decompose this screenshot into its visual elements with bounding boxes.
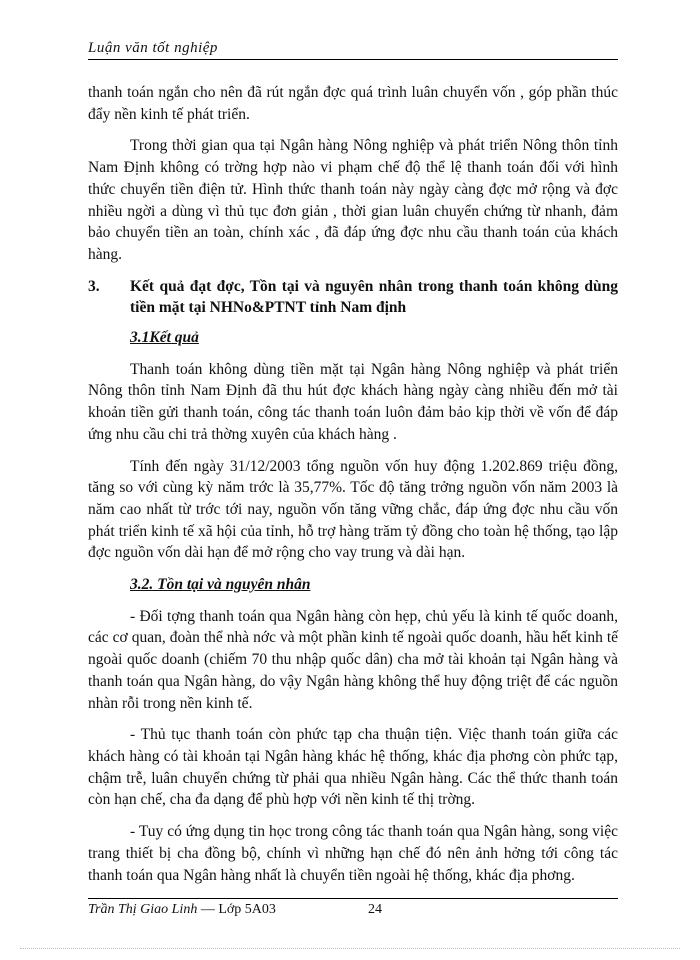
page-edge-divider bbox=[20, 948, 680, 949]
paragraph-4: Tính đến ngày 31/12/2003 tổng nguồn vốn huy động 1.202.869 triệu đồng, tăng so với cùng kỳ năm trớc là 35,77%. Tốc độ tăng trởng nguồn vốn năm 2003 là năm cao nhất từ trớc tới nay, nguồn vốn tăng vững chắc, đáp ứng đợc nhu cầu vốn phát triển kinh tế xã hội của tỉnh, hỗ trợ hàng trăm tỷ đồng cho toàn hệ thống, tạo lập đợc nguồn vốn dài hạn để mở rộng cho vay trung và dài hạn. bbox=[88, 457, 618, 562]
paragraph-7: - Tuy có ứng dụng tin học trong công tác thanh toán qua Ngân hàng, song việc trang thiết bị cha đồng bộ, chính vì những hạn chế đó nên ảnh hởng tới công tác thanh toán qua Ngân hàng nhất là chuyển tiền ngoài hệ thống, khác địa phơng. bbox=[88, 823, 618, 884]
section-number: 3. bbox=[88, 277, 100, 295]
footer-divider bbox=[88, 898, 618, 899]
paragraph-2: Trong thời gian qua tại Ngân hàng Nông nghiệp và phát triển Nông thôn tỉnh Nam Định không có trờng hợp nào vi phạm chế độ thể lệ thanh toán đối với hình thức chuyển tiền điện tử. Hình thức thanh toán này ngày càng đợc mở rộng và đợc nhiều ngời a dùng vì thủ tục đơn giản , thời gian luân chuyển chứng từ nhanh, đảm bảo chuyển tiền an toàn, chính xác , đã đáp ứng đợc nhu cầu thanh toán của khách hàng. bbox=[88, 137, 618, 263]
page-header bbox=[88, 40, 618, 60]
paragraph-5: - Đối tợng thanh toán qua Ngân hàng còn hẹp, chủ yếu là kinh tế quốc doanh, các cơ quan, đoàn thể nhà nớc và một phần kinh tế ngoài quốc doanh, hầu hết kinh tế ngoài quốc doanh (chiếm 70 thu nhập quốc dân) cha mở tài khoản tại Ngân hàng và thanh toán qua Ngân hàng, do vậy Ngân hàng không thể huy động triệt để các nguồn nhàn rỗi trong nền kinh tế. bbox=[88, 607, 618, 712]
section-title: Kết quả đạt đợc, Tồn tại và nguyên nhân trong thanh toán không dùng tiền mặt tại NHNo&PTNT tỉnh Nam định bbox=[130, 277, 618, 317]
paragraph-1: thanh toán ngắn cho nên đã rút ngắn đợc quá trình luân chuyển vốn , góp phần thúc đẩy nền kinh tế phát triển. bbox=[88, 84, 618, 123]
subsection-heading-2: 3.2. Tồn tại và nguyên nhân bbox=[130, 576, 311, 594]
subsection-heading-1: 3.1Kết quả bbox=[130, 329, 199, 347]
paragraph-3: Thanh toán không dùng tiền mặt tại Ngân hàng Nông nghiệp và phát triển Nông thôn tỉnh Nam Định đã thu hút đợc khách hàng ngày càng nhiều đến mở tài khoản tiền gửi thanh toán, công tác thanh toán luôn đảm bảo kịp thời về vốn để đáp ứng nhu cầu chi trả thờng xuyên của khách hàng . bbox=[88, 360, 618, 443]
footer-class: — Lớp 5A03 bbox=[197, 902, 276, 917]
section-heading bbox=[88, 276, 618, 319]
paragraph-6: - Thủ tục thanh toán còn phức tạp cha thuận tiện. Việc thanh toán giữa các khách hàng có tài khoản tại Ngân hàng khác hệ thống, khác địa phơng còn phức tạp, chậm trễ, luân chuyển chứng từ phải qua nhiều Ngân hàng. Các thể thức thanh toán còn hạn chế, cha đa dạng để phù hợp với nền kinh tế thị trờng. bbox=[88, 726, 618, 809]
header-title: Luận văn tốt nghiệp bbox=[88, 40, 218, 56]
page-body bbox=[88, 82, 618, 896]
page-footer bbox=[88, 902, 618, 918]
page-number: 24 bbox=[368, 902, 382, 917]
footer-author: Trần Thị Giao Linh bbox=[88, 902, 198, 917]
